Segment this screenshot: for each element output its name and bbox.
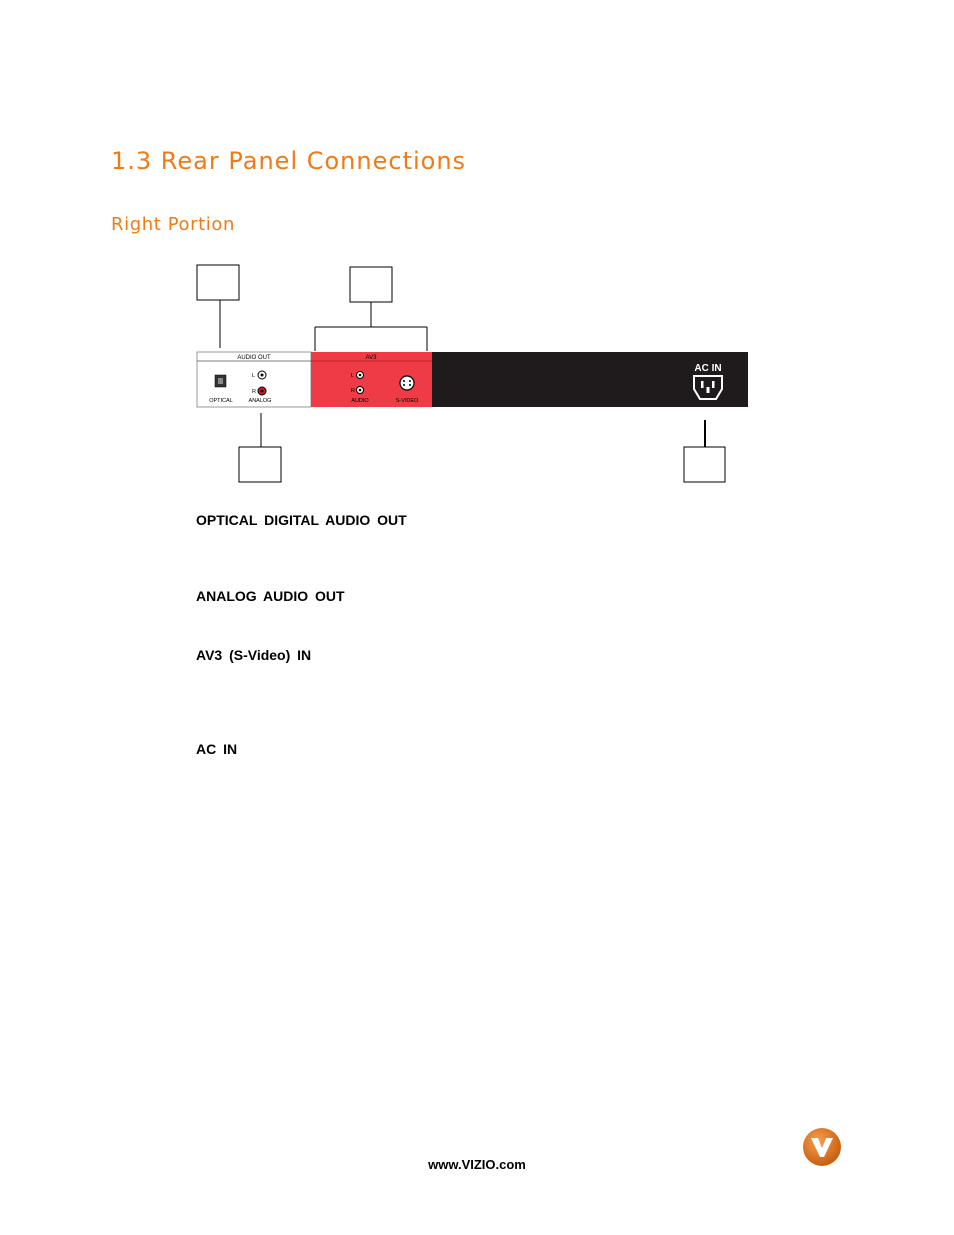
footer-url: www.VIZIO.com — [428, 1157, 526, 1172]
callout-box-4 — [684, 447, 725, 482]
item-av3-svideo-in: AV3 (S-Video) IN — [196, 647, 312, 663]
rear-panel-diagram — [180, 255, 760, 490]
callout-box-2 — [239, 447, 281, 482]
section-subtitle: Right Portion — [111, 214, 236, 235]
audio-out-label: AUDIO OUT — [237, 355, 271, 361]
ac-in-panel-label: AC IN — [694, 363, 722, 374]
analog-label: ANALOG — [248, 398, 272, 404]
av3-l-label: L — [351, 373, 355, 379]
av3-r-label: R — [351, 388, 355, 394]
optical-label: OPTICAL — [209, 398, 233, 404]
vizio-logo-icon — [800, 1125, 846, 1171]
av3-label: AV3 — [365, 355, 377, 361]
av3-audio-label: AUDIO — [351, 398, 369, 404]
analog-l-label: L — [252, 373, 256, 379]
svideo-label: S-VIDEO — [395, 398, 419, 404]
item-optical-digital-audio-out: OPTICAL DIGITAL AUDIO OUT — [196, 512, 407, 528]
svideo-port-icon — [400, 376, 414, 390]
callout-box-1 — [197, 265, 239, 300]
section-title: 1.3 Rear Panel Connections — [111, 147, 467, 175]
item-ac-in: AC IN — [196, 741, 238, 757]
item-analog-audio-out: ANALOG AUDIO OUT — [196, 588, 345, 604]
callout-box-3 — [350, 267, 392, 302]
analog-r-label: R — [252, 389, 256, 395]
